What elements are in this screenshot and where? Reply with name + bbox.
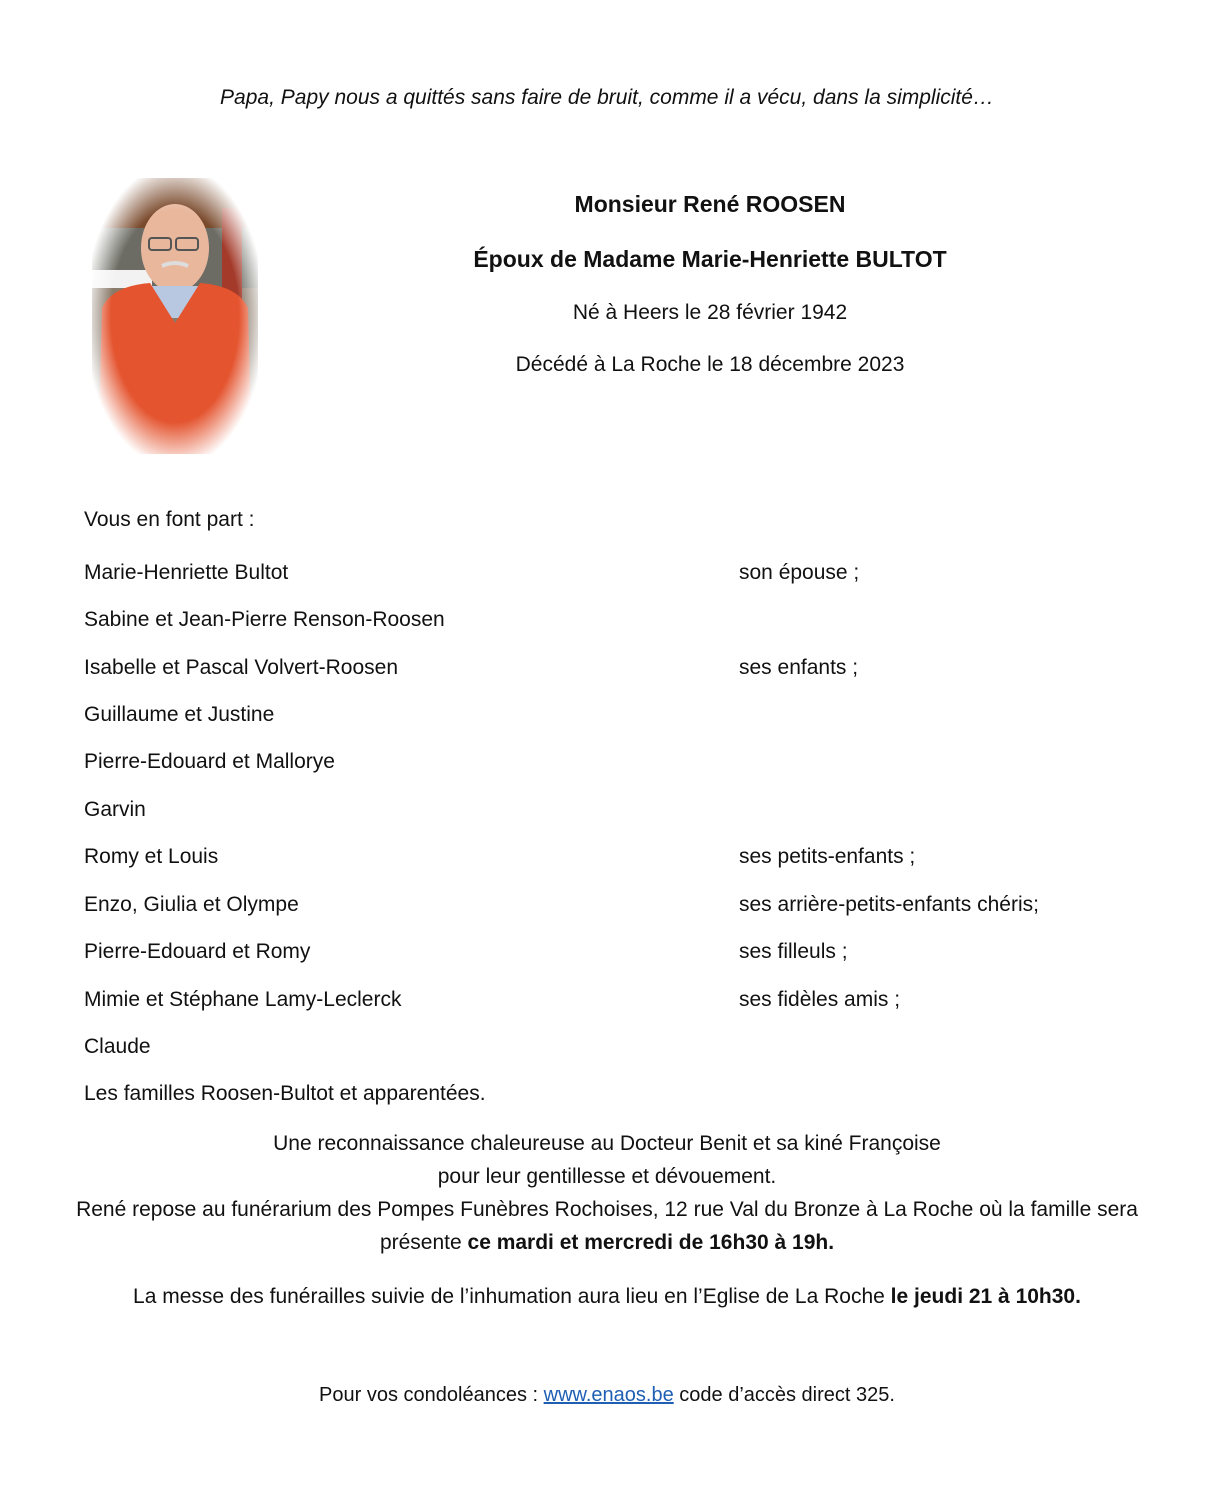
- deceased-name: Monsieur René ROOSEN: [574, 191, 846, 217]
- family-relation: son épouse ;: [739, 561, 860, 584]
- condolences-prefix: Pour vos condoléances :: [319, 1384, 539, 1406]
- family-name: Marie-Henriette Bultot: [84, 561, 289, 584]
- family-row: [84, 703, 1184, 733]
- family-row: [84, 940, 1184, 970]
- wake-info: [60, 1193, 1154, 1259]
- mass-info: [60, 1280, 1154, 1313]
- family-relation: ses filleuls ;: [739, 940, 848, 963]
- family-name: Isabelle et Pascal Volvert-Roosen: [84, 656, 399, 679]
- family-name: Claude: [84, 1035, 151, 1058]
- family-row: [84, 1035, 1184, 1065]
- wake-text: René repose au funérarium des Pompes Funèbres Rochoises, 12 rue Val du Bronze à La Roche où la famille sera présente: [76, 1198, 1138, 1254]
- portrait-photo: [92, 178, 258, 454]
- family-name: Garvin: [84, 798, 146, 821]
- thanks-line-2: pour leur gentillesse et dévouement.: [437, 1165, 777, 1188]
- birth-line: Né à Heers le 28 février 1942: [572, 301, 848, 324]
- family-row: [84, 750, 1184, 780]
- condolences-line: [0, 1384, 1214, 1407]
- family-row: [84, 798, 1184, 828]
- family-relation: ses fidèles amis ;: [739, 988, 901, 1011]
- family-relation: ses enfants ;: [739, 656, 859, 679]
- thanks-line-1: Une reconnaissance chaleureuse au Docteur Benit et sa kiné Françoise: [273, 1132, 941, 1155]
- condolences-suffix: code d’accès direct 325.: [679, 1384, 895, 1406]
- family-name: Mimie et Stéphane Lamy-Leclerck: [84, 988, 402, 1011]
- family-row: [84, 656, 1184, 686]
- family-name: Pierre-Edouard et Romy: [84, 940, 311, 963]
- family-row: [84, 608, 1184, 638]
- mass-date: le jeudi 21 à 10h30.: [890, 1285, 1081, 1308]
- death-line: Décédé à La Roche le 18 décembre 2023: [515, 353, 905, 376]
- family-row: [84, 561, 1184, 591]
- family-name: Les familles Roosen-Bultot et apparentées.: [84, 1082, 486, 1105]
- intro-text: Vous en font part :: [84, 508, 255, 531]
- family-relation: ses arrière-petits-enfants chéris;: [739, 893, 1039, 916]
- thanks-paragraph: [60, 1127, 1154, 1259]
- opening-quote: Papa, Papy nous a quittés sans faire de bruit, comme il a vécu, dans la simplicité…: [220, 86, 994, 109]
- spouse-line: Époux de Madame Marie-Henriette BULTOT: [473, 246, 947, 272]
- family-name: Sabine et Jean-Pierre Renson-Roosen: [84, 608, 445, 631]
- wake-times: ce mardi et mercredi de 16h30 à 19h.: [467, 1231, 835, 1254]
- mass-text: La messe des funérailles suivie de l’inhumation aura lieu en l’Eglise de La Roche: [133, 1285, 885, 1308]
- family-name: Enzo, Giulia et Olympe: [84, 893, 299, 916]
- family-row: [84, 893, 1184, 923]
- family-name: Romy et Louis: [84, 845, 219, 868]
- family-row: [84, 988, 1184, 1018]
- family-relation: ses petits-enfants ;: [739, 845, 916, 868]
- family-name: Guillaume et Justine: [84, 703, 275, 726]
- family-row: [84, 1082, 1184, 1112]
- condolences-link[interactable]: www.enaos.be: [543, 1384, 674, 1406]
- family-name: Pierre-Edouard et Mallorye: [84, 750, 335, 773]
- family-row: [84, 845, 1184, 875]
